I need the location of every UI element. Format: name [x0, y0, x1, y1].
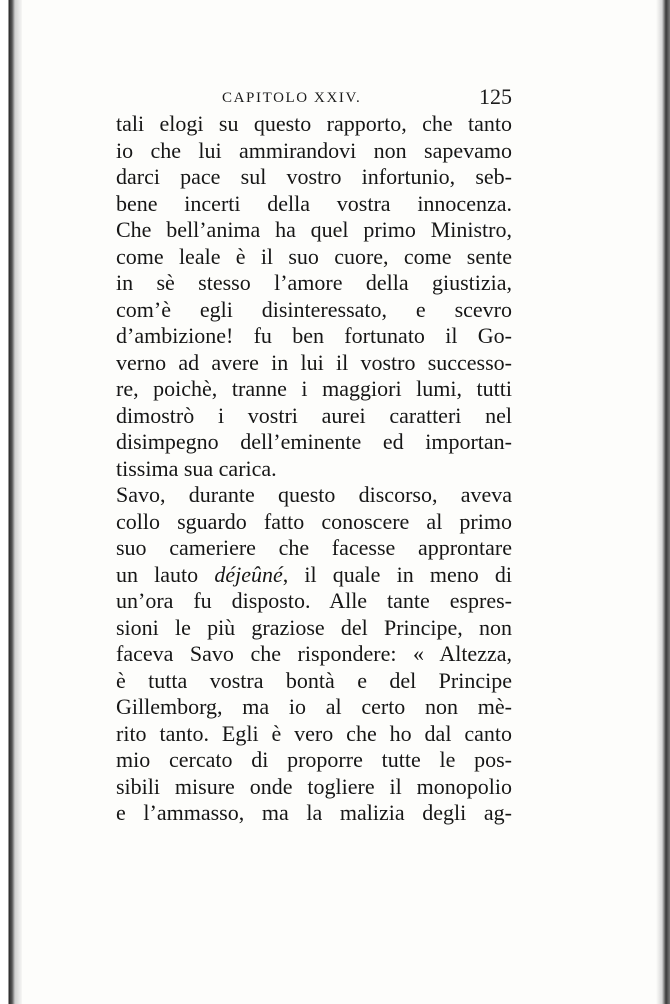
text-line: com’è egli disinteressato, e scevro — [116, 296, 512, 322]
text-line: tali elogi su questo rapporto, che tanto — [116, 111, 512, 136]
text-line: come leale è il suo cuore, come sente — [116, 243, 512, 269]
page-binding-edge-right — [656, 0, 670, 1004]
text-line: rito tanto. Egli è vero che ho dal canto — [116, 720, 512, 746]
text-line: re, poichè, tranne i maggiori lumi, tutti — [116, 376, 512, 401]
page-number: 125 — [479, 84, 512, 109]
paragraph-start-line — [116, 482, 512, 509]
body-text — [116, 111, 512, 827]
text-line: Che bell’anima ha quel primo Ministro, — [116, 217, 512, 242]
text-line-with-italic — [116, 562, 512, 589]
text-line: Gillemborg, ma io al certo non mè- — [116, 694, 512, 719]
text-line: è tutta vostra bontà e del Principe — [116, 667, 512, 693]
running-header — [116, 84, 512, 112]
text-line: d’ambizione! fu ben fortunato il Go- — [116, 323, 512, 348]
text-line: e l’ammasso, ma la malizia degli ag- — [116, 800, 512, 825]
text-line: collo sguardo fatto conoscere al primo — [116, 508, 512, 534]
text-line-content: Savo, durante questo discorso, aveva — [116, 482, 512, 507]
text-line: dimostrò i vostri aurei caratteri nel — [116, 402, 512, 428]
text-line: verno ad avere in lui il vostro successo- — [116, 349, 512, 375]
text-line: darci pace sul vostro infortunio, seb- — [116, 164, 512, 189]
chapter-title: CAPITOLO XXIV. — [222, 90, 362, 106]
text-line: suo cameriere che facesse approntare — [116, 535, 512, 560]
text-line: mio cercato di proporre tutte le pos- — [116, 747, 512, 772]
paragraph-end-line: tissima sua carica. — [116, 455, 277, 481]
text-line: sibili misure onde togliere il monopolio — [116, 773, 512, 799]
text-line: disimpegno dell’eminente ed importan- — [116, 429, 512, 454]
text-segment: un lauto — [116, 561, 199, 587]
text-line: io che lui ammirandovi non sapevamo — [116, 137, 512, 163]
text-line: in sè stesso l’amore della giustizia, — [116, 270, 512, 295]
text-line: un’ora fu disposto. Alle tante espres- — [116, 588, 512, 613]
text-line: faceva Savo che rispondere: « Altezza, — [116, 641, 512, 666]
italic-word: déjeûné — [214, 561, 283, 587]
page-binding-edge-left — [0, 0, 22, 1004]
text-line: sioni le più graziose del Principe, non — [116, 614, 512, 640]
text-segment: , il quale in meno di — [282, 561, 513, 587]
text-line: bene incerti della vostra innocenza. — [116, 190, 512, 216]
